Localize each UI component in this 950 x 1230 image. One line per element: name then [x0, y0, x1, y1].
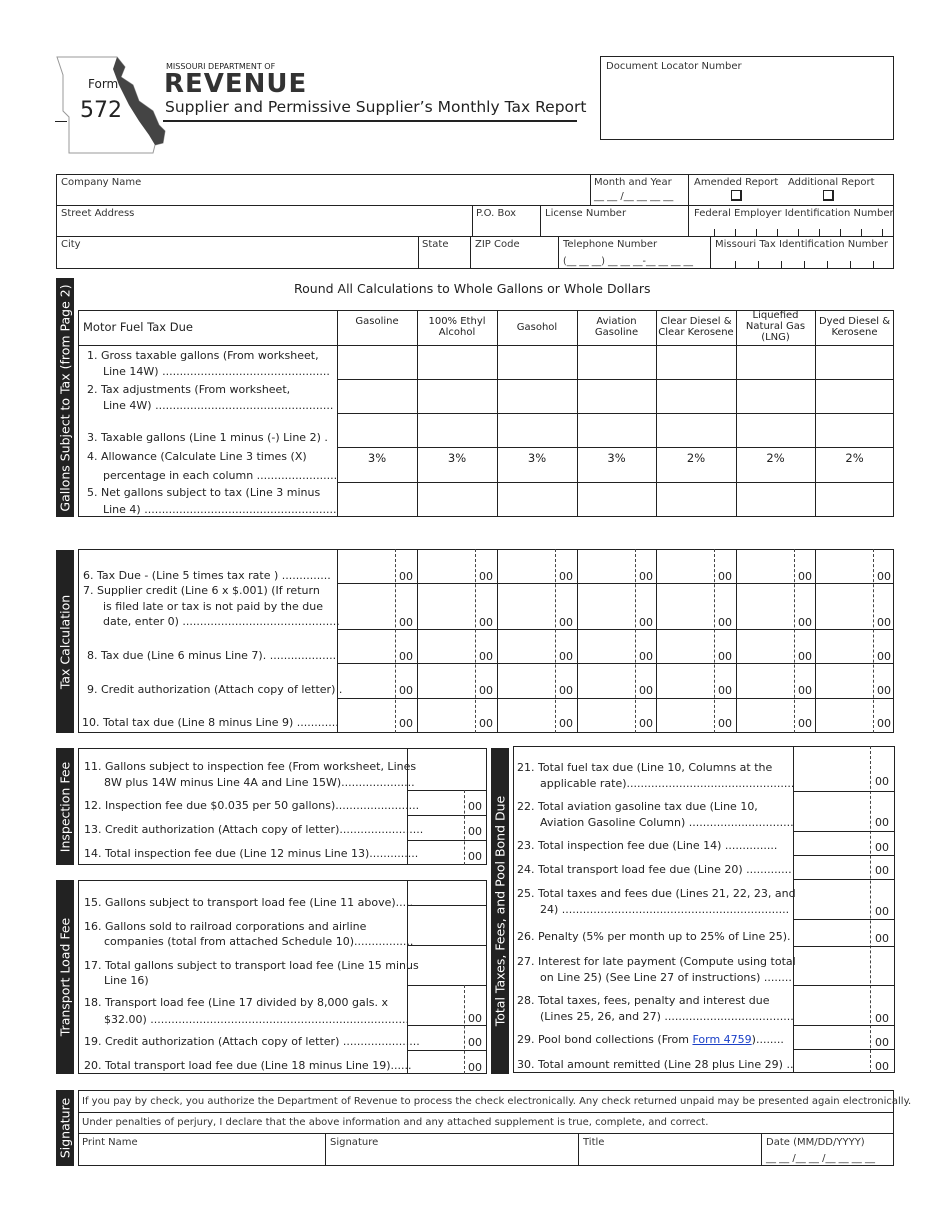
- inspection-row-line: [407, 815, 487, 816]
- transport-row-line: [407, 1050, 487, 1051]
- city-field[interactable]: City: [61, 239, 81, 250]
- column-divider: [497, 310, 498, 517]
- fein-field[interactable]: Federal Employer Identification Number: [694, 208, 894, 219]
- transport-row-line: [407, 945, 487, 946]
- line-27-label: 27. Interest for late payment (Compute using total: [517, 955, 796, 968]
- amended-report-checkbox[interactable]: [731, 190, 742, 201]
- section2-row-line: [337, 663, 894, 664]
- date-field[interactable]: Date (MM/DD/YYYY): [766, 1137, 865, 1148]
- line-14-label: 14. Total inspection fee due (Line 12 minus Line 13)..............: [84, 847, 419, 860]
- section1-row-line: [337, 413, 894, 414]
- line-11-label-cont: 8W plus 14W minus Line 4A and Line 15W).....................: [104, 776, 415, 789]
- line-9-label: 9. Credit authorization (Attach copy of letter) .: [87, 683, 343, 696]
- line-14-cents: 00: [468, 850, 482, 863]
- date-blank: __ __ /__ __ /__ __ __ __: [766, 1153, 875, 1164]
- cents-placeholder: 00: [877, 570, 891, 583]
- section-transport-load-fee-label: Transport Load Fee: [56, 880, 74, 1074]
- cents-placeholder: 00: [718, 650, 732, 663]
- inspection-row-line: [407, 790, 487, 791]
- line-26-label: 26. Penalty (5% per month up to 25% of Line 25).: [517, 930, 791, 943]
- cents-placeholder: 00: [875, 775, 889, 788]
- cents-placeholder: 00: [479, 570, 493, 583]
- line-22-label: 22. Total aviation gasoline tax due (Line 10,: [517, 800, 758, 813]
- amended-report-label: Amended Report: [694, 177, 779, 188]
- line-1-label: 1. Gross taxable gallons (From worksheet,: [87, 349, 319, 362]
- info-divider: [470, 236, 471, 269]
- info-divider: [590, 174, 591, 205]
- line-12-label: 12. Inspection fee due $0.035 per 50 gallons)........................: [84, 799, 420, 812]
- line-6-label: 6. Tax Due - (Line 5 times tax rate ) ..............: [83, 569, 331, 582]
- cents-placeholder: 00: [639, 717, 653, 730]
- line-20-label: 20. Total transport load fee due (Line 18 minus Line 19)......: [84, 1059, 412, 1072]
- line-18-label: 18. Transport load fee (Line 17 divided by 8,000 gals. x: [84, 996, 389, 1009]
- totals-row-line: [793, 791, 895, 792]
- column-divider: [815, 549, 816, 733]
- zip-field[interactable]: ZIP Code: [475, 239, 520, 250]
- additional-report-label: Additional Report: [788, 177, 875, 188]
- column-header: Liquefied Natural Gas (LNG): [745, 310, 806, 343]
- form-title: Supplier and Permissive Supplier’s Monthly Tax Report: [165, 98, 587, 116]
- fein-digit-ticks: [694, 229, 890, 236]
- signature-row-line: [78, 1112, 894, 1113]
- column-divider: [417, 310, 418, 517]
- cents-placeholder: 00: [479, 684, 493, 697]
- column-divider: [656, 310, 657, 517]
- column-header: Gasoline: [355, 316, 399, 327]
- cents-placeholder: 00: [479, 650, 493, 663]
- line-29-label: 29. Pool bond collections (From Form 4759)........: [517, 1033, 784, 1046]
- cents-placeholder: 00: [798, 684, 812, 697]
- cents-divider: [873, 549, 874, 733]
- totals-cents-divider: [870, 746, 871, 1073]
- cents-placeholder: 00: [718, 684, 732, 697]
- cents-placeholder: 00: [399, 570, 413, 583]
- line-16-label: 16. Gallons sold to railroad corporations and airline: [84, 920, 367, 933]
- info-row-divider-1: [56, 205, 894, 206]
- line-2-label: 2. Tax adjustments (From worksheet,: [87, 383, 291, 396]
- cents-placeholder: 00: [639, 650, 653, 663]
- rounding-note: Round All Calculations to Whole Gallons or Whole Dollars: [294, 281, 651, 296]
- cents-placeholder: 00: [875, 864, 889, 877]
- line-22-label-cont: Aviation Gasoline Column) ..............................: [540, 816, 794, 829]
- cents-divider: [714, 549, 715, 733]
- line-16-label-cont: companies (total from attached Schedule 10).................: [104, 935, 414, 948]
- cents-placeholder: 00: [877, 717, 891, 730]
- line-30-label: 30. Total amount remitted (Line 28 plus Line 29) ..: [517, 1058, 794, 1071]
- inspection-cents-divider: [464, 790, 465, 865]
- line-7-label: 7. Supplier credit (Line 6 x $.001) (If return: [83, 584, 320, 597]
- cents-placeholder: 00: [559, 616, 573, 629]
- cents-placeholder: 00: [798, 717, 812, 730]
- column-header: Gasohol: [516, 322, 558, 333]
- section1-row-line: [337, 482, 894, 483]
- cents-placeholder: 00: [399, 650, 413, 663]
- additional-report-checkbox[interactable]: [823, 190, 834, 201]
- line-20-cents: 00: [468, 1061, 482, 1074]
- totals-amount-col: [793, 746, 794, 1073]
- section2-row-line: [337, 583, 894, 584]
- street-address-field[interactable]: Street Address: [61, 208, 135, 219]
- info-divider: [558, 236, 559, 269]
- line-28-label-cont: (Lines 25, 26, and 27) .....................................: [540, 1010, 794, 1023]
- cents-placeholder: 00: [875, 1036, 889, 1049]
- column-header: Aviation Gasoline: [594, 316, 639, 338]
- line-19-cents: 00: [468, 1036, 482, 1049]
- line-4-label: 4. Allowance (Calculate Line 3 times (X): [87, 450, 307, 463]
- info-divider: [540, 205, 541, 236]
- column-divider: [736, 549, 737, 733]
- allowance-percentage: 3%: [367, 451, 387, 465]
- cents-placeholder: 00: [639, 570, 653, 583]
- cents-placeholder: 00: [479, 616, 493, 629]
- telephone-blank: (__ __ __) __ __ __-__ __ __ __: [563, 256, 693, 267]
- cents-placeholder: 00: [718, 717, 732, 730]
- signature-field[interactable]: Signature: [330, 1137, 379, 1148]
- line-24-label: 24. Total transport load fee due (Line 20) .............: [517, 863, 792, 876]
- signature-divider: [578, 1133, 579, 1166]
- check-authorization-note: If you pay by check, you authorize the Department of Revenue to process the check electronically. Any check returned unpaid may be presented again electronically.: [82, 1096, 912, 1107]
- cents-placeholder: 00: [559, 650, 573, 663]
- line-28-label: 28. Total taxes, fees, penalty and interest due: [517, 994, 770, 1007]
- document-locator-label: Document Locator Number: [606, 61, 742, 72]
- section-inspection-fee-label: Inspection Fee: [56, 748, 74, 865]
- line-23-label: 23. Total inspection fee due (Line 14) ...............: [517, 839, 778, 852]
- po-box-field[interactable]: P.O. Box: [476, 208, 517, 219]
- cents-placeholder: 00: [798, 570, 812, 583]
- cents-placeholder: 00: [399, 717, 413, 730]
- title-underline: [163, 120, 577, 122]
- column-header: 100% Ethyl Alcohol: [428, 316, 486, 338]
- section1-row-line: [337, 447, 894, 448]
- cents-placeholder: 00: [718, 616, 732, 629]
- totals-row-line: [793, 1025, 895, 1026]
- cents-divider: [794, 549, 795, 733]
- cents-divider: [555, 549, 556, 733]
- line-7-label-cont2: date, enter 0) .............................................: [103, 615, 340, 628]
- cents-divider: [635, 549, 636, 733]
- cents-placeholder: 00: [639, 684, 653, 697]
- section2-row-line: [337, 698, 894, 699]
- line-25-label-cont: 24) .................................................................: [540, 903, 790, 916]
- line-17-label-cont: Line 16): [104, 974, 149, 987]
- column-divider: [337, 549, 338, 733]
- cents-placeholder: 00: [798, 650, 812, 663]
- cents-placeholder: 00: [798, 616, 812, 629]
- form-number: 572: [80, 98, 122, 123]
- allowance-percentage: 3%: [527, 451, 547, 465]
- cents-placeholder: 00: [559, 684, 573, 697]
- line-13-cents: 00: [468, 825, 482, 838]
- totals-row-line: [793, 855, 895, 856]
- info-divider: [688, 205, 689, 236]
- column-divider: [656, 549, 657, 733]
- totals-row-line: [793, 831, 895, 832]
- line-3-label: 3. Taxable gallons (Line 1 minus (-) Line 2) .: [87, 431, 328, 444]
- transport-row-line: [407, 985, 487, 986]
- column-header: Dyed Diesel & Kerosene: [818, 316, 891, 338]
- line-11-label: 11. Gallons subject to inspection fee (From worksheet, Lines: [84, 760, 417, 773]
- cents-placeholder: 00: [877, 650, 891, 663]
- column-header: Clear Diesel & Clear Kerosene: [658, 316, 734, 338]
- line-2-label-cont: Line 4W) ...................................................: [103, 399, 334, 412]
- line-27-label-cont: on Line 25) (See Line 27 of instructions) ........: [540, 971, 792, 984]
- column-divider: [417, 549, 418, 733]
- cents-placeholder: 00: [718, 570, 732, 583]
- line-10-label: 10. Total tax due (Line 8 minus Line 9) ............: [82, 716, 339, 729]
- cents-placeholder: 00: [875, 905, 889, 918]
- perjury-statement: Under penalties of perjury, I declare that the above information and any attached supplement is true, complete, and correct.: [82, 1117, 709, 1128]
- signature-divider: [325, 1133, 326, 1166]
- line-19-label: 19. Credit authorization (Attach copy of letter) ......................: [84, 1035, 420, 1048]
- info-row-divider-2: [56, 236, 894, 237]
- cents-placeholder: 00: [875, 1060, 889, 1073]
- form-number-dash: [55, 121, 67, 122]
- totals-row-line: [793, 919, 895, 920]
- cents-placeholder: 00: [399, 684, 413, 697]
- cents-placeholder: 00: [875, 932, 889, 945]
- allowance-percentage: 2%: [845, 451, 864, 465]
- totals-row-line: [793, 985, 895, 986]
- section1-header-line: [78, 345, 894, 346]
- signature-divider: [761, 1133, 762, 1166]
- info-divider: [472, 205, 473, 236]
- cents-placeholder: 00: [639, 616, 653, 629]
- print-name-field[interactable]: Print Name: [82, 1137, 138, 1148]
- line-13-label: 13. Credit authorization (Attach copy of letter)........................: [84, 823, 424, 836]
- allowance-percentage: 3%: [447, 451, 467, 465]
- telephone-field[interactable]: Telephone Number: [563, 239, 658, 250]
- title-field[interactable]: Title: [583, 1137, 605, 1148]
- line-5-label-cont: Line 4) .......................................................: [103, 503, 337, 516]
- section-gallons-subject-to-tax-label: Gallons Subject to Tax (from Page 2): [56, 278, 74, 517]
- month-year-blank: __ __ /__ __ __ __: [594, 191, 674, 202]
- cents-placeholder: 00: [479, 717, 493, 730]
- line-18-label-cont: $32.00) ..........................................................................: [104, 1013, 410, 1026]
- cents-placeholder: 00: [877, 616, 891, 629]
- signature-row-line: [78, 1133, 894, 1134]
- line-8-label: 8. Tax due (Line 6 minus Line 7). ...................: [87, 649, 337, 662]
- transport-row-line: [407, 1025, 487, 1026]
- totals-row-line: [793, 879, 895, 880]
- allowance-percentage: 2%: [686, 451, 706, 465]
- transport-row-line: [407, 905, 487, 906]
- form-4759-link[interactable]: Form 4759: [692, 1033, 752, 1046]
- info-divider: [710, 236, 711, 269]
- info-divider: [688, 174, 689, 205]
- cents-placeholder: 00: [559, 717, 573, 730]
- transport-cents-divider: [464, 985, 465, 1074]
- line-25-label: 25. Total taxes and fees due (Lines 21, 22, 23, and: [517, 887, 796, 900]
- cents-placeholder: 00: [877, 684, 891, 697]
- line-1-label-cont: Line 14W) ................................................: [103, 365, 330, 378]
- column-divider: [497, 549, 498, 733]
- line-7-label-cont: is filed late or tax is not paid by the due: [103, 600, 324, 613]
- cents-placeholder: 00: [559, 570, 573, 583]
- inspection-row-line: [407, 840, 487, 841]
- form-label: Form: [88, 77, 119, 91]
- column-divider: [337, 310, 338, 517]
- allowance-percentage: 2%: [766, 451, 785, 465]
- company-name-field[interactable]: Company Name: [61, 177, 142, 188]
- mo-tax-id-digit-ticks: [713, 261, 893, 268]
- line-17-label: 17. Total gallons subject to transport load fee (Line 15 minus: [84, 959, 419, 972]
- allowance-percentage: 3%: [607, 451, 626, 465]
- state-field[interactable]: State: [422, 239, 449, 250]
- cents-placeholder: 00: [399, 616, 413, 629]
- totals-row-line: [793, 1049, 895, 1050]
- info-divider: [418, 236, 419, 269]
- section-total-taxes-fees-label: Total Taxes, Fees, and Pool Bond Due: [491, 748, 509, 1074]
- license-number-field[interactable]: License Number: [545, 208, 627, 219]
- revenue-logo: REVENUE: [164, 69, 308, 99]
- cents-divider: [395, 549, 396, 733]
- line-12-cents: 00: [468, 800, 482, 813]
- section2-row-line: [337, 629, 894, 630]
- cents-placeholder: 00: [875, 816, 889, 829]
- month-year-field[interactable]: Month and Year: [594, 177, 672, 188]
- column-divider: [736, 310, 737, 517]
- column-divider: [577, 310, 578, 517]
- mo-tax-id-field[interactable]: Missouri Tax Identification Number: [715, 239, 888, 250]
- column-divider: [577, 549, 578, 733]
- section-signature-label: Signature: [56, 1090, 74, 1166]
- line-21-label: 21. Total fuel tax due (Line 10, Columns at the: [517, 761, 773, 774]
- cents-divider: [475, 549, 476, 733]
- cents-placeholder: 00: [875, 1012, 889, 1025]
- column-divider: [815, 310, 816, 517]
- cents-placeholder: 00: [875, 841, 889, 854]
- line-15-label: 15. Gallons subject to transport load fee (Line 11 above).....: [84, 896, 414, 909]
- dept-name: MISSOURI DEPARTMENT OF: [166, 62, 276, 71]
- line-4-label-cont: percentage in each column .......................: [103, 469, 338, 482]
- line-21-label-cont: applicable rate)................................................: [540, 777, 795, 790]
- line-5-label: 5. Net gallons subject to tax (Line 3 minus: [87, 486, 321, 499]
- section1-row-line: [337, 379, 894, 380]
- totals-row-line: [793, 946, 895, 947]
- section-tax-calculation-label: Tax Calculation: [56, 550, 74, 733]
- motor-fuel-tax-due-heading: Motor Fuel Tax Due: [83, 320, 193, 334]
- line-18-cents: 00: [468, 1012, 482, 1025]
